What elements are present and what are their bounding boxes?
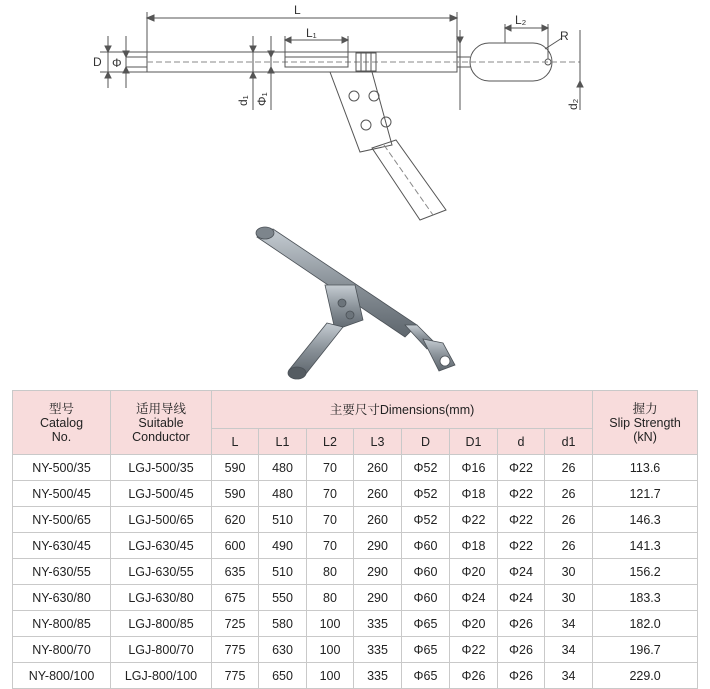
cell-L: 675 bbox=[212, 585, 259, 611]
cell-slip-strength: 229.0 bbox=[593, 663, 698, 689]
cell-catalog: NY-500/45 bbox=[13, 481, 111, 507]
cell-d1: 34 bbox=[545, 611, 593, 637]
cell-d1: 30 bbox=[545, 585, 593, 611]
cell-L3: 260 bbox=[354, 455, 402, 481]
cell-L: 590 bbox=[212, 455, 259, 481]
table-row bbox=[13, 663, 698, 689]
cell-L: 635 bbox=[212, 559, 259, 585]
cell-D: Φ60 bbox=[402, 585, 450, 611]
cell-catalog: NY-630/45 bbox=[13, 533, 111, 559]
dim-label-phi: Φ bbox=[112, 56, 122, 70]
header-d1: d1 bbox=[545, 429, 593, 455]
header-L: L bbox=[212, 429, 259, 455]
cell-D: Φ52 bbox=[402, 481, 450, 507]
cell-L: 775 bbox=[212, 637, 259, 663]
cell-D1: Φ18 bbox=[450, 533, 498, 559]
cell-slip-strength: 113.6 bbox=[593, 455, 698, 481]
cell-d: Φ26 bbox=[498, 611, 545, 637]
jumper-branch bbox=[330, 72, 446, 220]
cell-L1: 630 bbox=[259, 637, 307, 663]
table-row bbox=[13, 455, 698, 481]
cell-slip-strength: 156.2 bbox=[593, 559, 698, 585]
table-header bbox=[13, 391, 698, 455]
cell-D1: Φ24 bbox=[450, 585, 498, 611]
cell-L2: 100 bbox=[307, 663, 354, 689]
cell-catalog: NY-800/70 bbox=[13, 637, 111, 663]
cell-d1: 26 bbox=[545, 507, 593, 533]
cell-L2: 100 bbox=[307, 637, 354, 663]
cell-slip-strength: 146.3 bbox=[593, 507, 698, 533]
cell-L: 725 bbox=[212, 611, 259, 637]
cell-L: 620 bbox=[212, 507, 259, 533]
cell-L1: 550 bbox=[259, 585, 307, 611]
cell-L3: 260 bbox=[354, 481, 402, 507]
dim-label-D: D bbox=[93, 55, 102, 69]
cell-L3: 335 bbox=[354, 637, 402, 663]
header-L1: L1 bbox=[259, 429, 307, 455]
cell-D1: Φ20 bbox=[450, 611, 498, 637]
header-L3: L3 bbox=[354, 429, 402, 455]
dim-label-L2: L₂ bbox=[515, 13, 527, 27]
dim-label-d1: d₁ bbox=[236, 95, 250, 106]
cell-D: Φ52 bbox=[402, 455, 450, 481]
header-D1: D1 bbox=[450, 429, 498, 455]
cell-conductor: LGJ-630/55 bbox=[111, 559, 212, 585]
cell-L3: 290 bbox=[354, 533, 402, 559]
cell-conductor: LGJ-800/70 bbox=[111, 637, 212, 663]
cell-d: Φ22 bbox=[498, 481, 545, 507]
cell-L3: 260 bbox=[354, 507, 402, 533]
cell-slip-strength: 196.7 bbox=[593, 637, 698, 663]
cell-D: Φ60 bbox=[402, 559, 450, 585]
cell-L2: 80 bbox=[307, 585, 354, 611]
header-catalog: 型号 Catalog No. bbox=[13, 391, 111, 455]
cell-catalog: NY-630/55 bbox=[13, 559, 111, 585]
cell-d1: 26 bbox=[545, 533, 593, 559]
table-row bbox=[13, 585, 698, 611]
cell-conductor: LGJ-500/65 bbox=[111, 507, 212, 533]
cell-L3: 335 bbox=[354, 611, 402, 637]
cell-d: Φ24 bbox=[498, 559, 545, 585]
cell-d1: 26 bbox=[545, 455, 593, 481]
cell-L: 600 bbox=[212, 533, 259, 559]
cell-D1: Φ18 bbox=[450, 481, 498, 507]
cell-L2: 70 bbox=[307, 481, 354, 507]
cell-conductor: LGJ-630/80 bbox=[111, 585, 212, 611]
header-L2: L2 bbox=[307, 429, 354, 455]
dim-label-L: L bbox=[294, 3, 301, 17]
cell-conductor: LGJ-800/85 bbox=[111, 611, 212, 637]
table-row bbox=[13, 611, 698, 637]
cell-D1: Φ26 bbox=[450, 663, 498, 689]
cell-conductor: LGJ-500/45 bbox=[111, 481, 212, 507]
cell-D: Φ65 bbox=[402, 611, 450, 637]
cell-D1: Φ20 bbox=[450, 559, 498, 585]
cell-L1: 480 bbox=[259, 455, 307, 481]
header-dimensions: 主要尺寸Dimensions(mm) bbox=[212, 391, 593, 429]
cell-D: Φ65 bbox=[402, 663, 450, 689]
specification-table bbox=[12, 390, 698, 689]
header-slip-strength: 握力 Slip Strength (kN) bbox=[593, 391, 698, 455]
cell-d1: 30 bbox=[545, 559, 593, 585]
cell-d: Φ26 bbox=[498, 663, 545, 689]
cell-D: Φ65 bbox=[402, 637, 450, 663]
table-body bbox=[13, 455, 698, 689]
product-photo bbox=[245, 225, 465, 385]
cell-L1: 510 bbox=[259, 559, 307, 585]
cell-d: Φ22 bbox=[498, 507, 545, 533]
cell-L3: 335 bbox=[354, 663, 402, 689]
cell-L1: 480 bbox=[259, 481, 307, 507]
table-row bbox=[13, 637, 698, 663]
cell-L2: 70 bbox=[307, 455, 354, 481]
cell-d: Φ26 bbox=[498, 637, 545, 663]
cell-L1: 490 bbox=[259, 533, 307, 559]
cell-D: Φ60 bbox=[402, 533, 450, 559]
cell-d: Φ24 bbox=[498, 585, 545, 611]
cell-slip-strength: 121.7 bbox=[593, 481, 698, 507]
table-row bbox=[13, 481, 698, 507]
cell-L2: 70 bbox=[307, 533, 354, 559]
dim-label-d2: d₂ bbox=[566, 98, 580, 110]
cell-slip-strength: 183.3 bbox=[593, 585, 698, 611]
header-conductor: 适用导线 Suitable Conductor bbox=[111, 391, 212, 455]
cell-d: Φ22 bbox=[498, 533, 545, 559]
cell-L2: 80 bbox=[307, 559, 354, 585]
dim-label-R: R bbox=[560, 29, 569, 43]
cell-D1: Φ16 bbox=[450, 455, 498, 481]
table-row bbox=[13, 507, 698, 533]
cell-L3: 290 bbox=[354, 559, 402, 585]
cell-L: 590 bbox=[212, 481, 259, 507]
cell-conductor: LGJ-800/100 bbox=[111, 663, 212, 689]
cell-L1: 580 bbox=[259, 611, 307, 637]
cell-catalog: NY-500/35 bbox=[13, 455, 111, 481]
cell-D1: Φ22 bbox=[450, 507, 498, 533]
cell-L2: 70 bbox=[307, 507, 354, 533]
cell-L3: 290 bbox=[354, 585, 402, 611]
cell-D1: Φ22 bbox=[450, 637, 498, 663]
cell-catalog: NY-800/85 bbox=[13, 611, 111, 637]
table-row bbox=[13, 559, 698, 585]
cell-D: Φ52 bbox=[402, 507, 450, 533]
cell-catalog: NY-500/65 bbox=[13, 507, 111, 533]
technical-drawing bbox=[0, 0, 710, 225]
dim-label-phi1: Φ₁ bbox=[255, 92, 269, 106]
cell-catalog: NY-630/80 bbox=[13, 585, 111, 611]
header-D: D bbox=[402, 429, 450, 455]
cell-L: 775 bbox=[212, 663, 259, 689]
cell-conductor: LGJ-630/45 bbox=[111, 533, 212, 559]
header-d: d bbox=[498, 429, 545, 455]
table-row bbox=[13, 533, 698, 559]
cell-L1: 510 bbox=[259, 507, 307, 533]
cell-catalog: NY-800/100 bbox=[13, 663, 111, 689]
cell-L1: 650 bbox=[259, 663, 307, 689]
cell-d1: 34 bbox=[545, 637, 593, 663]
dim-label-L1: L₁ bbox=[306, 26, 317, 40]
cell-slip-strength: 141.3 bbox=[593, 533, 698, 559]
cell-L2: 100 bbox=[307, 611, 354, 637]
cell-slip-strength: 182.0 bbox=[593, 611, 698, 637]
cell-d1: 26 bbox=[545, 481, 593, 507]
cell-conductor: LGJ-500/35 bbox=[111, 455, 212, 481]
cell-d1: 34 bbox=[545, 663, 593, 689]
cell-d: Φ22 bbox=[498, 455, 545, 481]
